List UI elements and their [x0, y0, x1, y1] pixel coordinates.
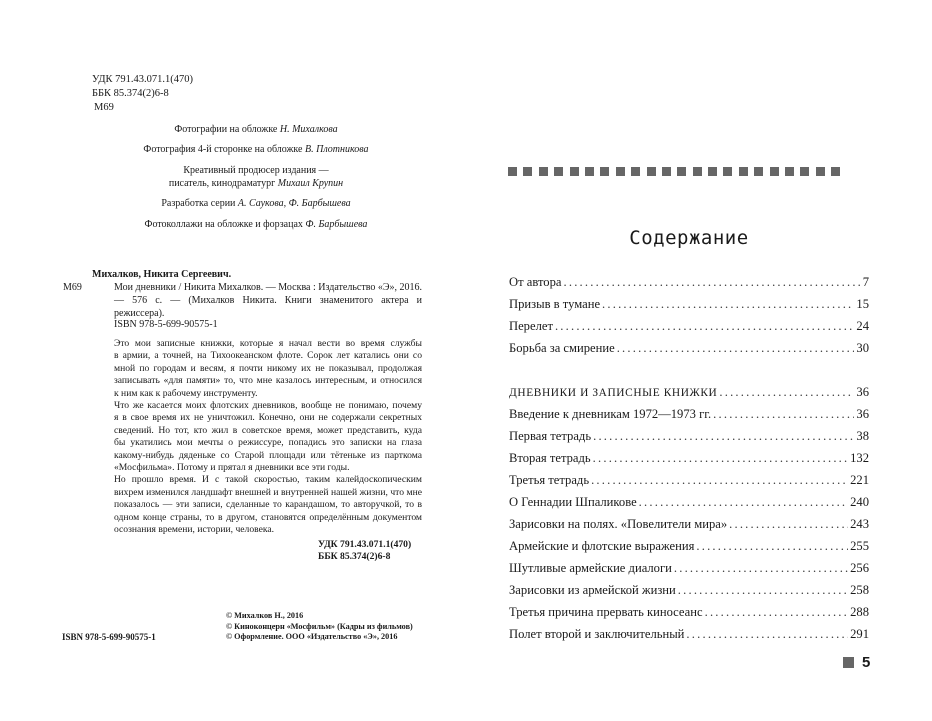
toc-entry: Борьба за смирение ..... 30 [509, 341, 869, 356]
annotation-paragraph: Но прошло время. И с такой скоростью, таким калейдоскопическим вихрем изменился ландшафт внешней и внутренней нашей жизни, что мне показалось — эти записи, сделанные то карандашом, то авторучкой, то в одном конце страны, то в другом, становятся определённым документом осознания времени, истории, человека. [114, 474, 422, 536]
annotation-paragraph: Это мои записные книжки, которые я начал вести во время службы в армии, а точней, на Тихоокеанском флоте. Сорок лет катались они со мной по городам и весям, я почти никому их не показывал, продолжая записывать «для памяти» то, что мне казалось интересным, и относился к ним как к рабочему инструменту. [114, 338, 422, 399]
toc-entry: Полет второй и заключительный ..... 291 [509, 627, 869, 642]
toc-entry: Первая тетрадь ..... 38 [509, 429, 869, 444]
toc-entry: Призыв в тумане ..... 15 [509, 297, 869, 312]
credit-collages: Фотоколлажи на обложке и форзацах Ф. Барбышева [144, 219, 368, 230]
decorative-square-row [508, 167, 840, 176]
bib-author: Михалков, Никита Сергеевич. [92, 269, 232, 280]
square-bullet-icon [843, 657, 854, 668]
toc-entry: Зарисовки на полях. «Повелители мира» ..... 243 [509, 517, 869, 532]
udk-code: УДК 791.43.071.1(470) [92, 74, 194, 85]
toc-entry: Армейские и флотские выражения ..... 255 [509, 539, 869, 554]
contents-title: Содержание [629, 227, 749, 249]
credit-series-design: Разработка серии А. Саукова, Ф. Барбышева [161, 198, 351, 209]
toc-entry: Третья тетрадь ..... 221 [509, 473, 869, 488]
classification-codes [92, 73, 193, 115]
page-number: 5 [862, 654, 871, 671]
author-mark: М69 [94, 102, 114, 113]
bib-author-mark: М69 [63, 282, 82, 293]
toc-entry: От автора ..... 7 [509, 275, 869, 290]
credit-back-photo: Фотография 4-й сторонке на обложке В. Плотникова [143, 144, 369, 155]
toc-section-heading: ДНЕВНИКИ И ЗАПИСНЫЕ КНИЖКИ ..... 36 [509, 385, 869, 400]
isbn-bottom: ISBN 978-5-699-90575-1 [62, 632, 156, 642]
bib-description: Мои дневники / Никита Михалков. — Москва : Издательство «Э», 2016. — 576 с. — (Михалков Никита. Книги знаменитого актера и режиссера). [114, 282, 422, 319]
toc-entry: Перелет ..... 24 [509, 319, 869, 334]
isbn-line: ISBN 978-5-699-90575-1 [114, 319, 218, 330]
credit-cover-photo: Фотографии на обложке Н. Михалкова [174, 124, 338, 135]
annotation [92, 338, 422, 537]
toc-entry: Вторая тетрадь ..... 132 [509, 451, 869, 466]
toc-entry: Введение к дневникам 1972—1973 гг. ..... 36 [509, 407, 869, 422]
annotation-paragraph: Что же касается моих флотских дневников, вообще не понимаю, почему я в свое время их не уничтожил. Конечно, они не содержали секретных сведений. Но тот, кто жил в советское время, может представить, куда бы укатились мои мечты о режиссуре, попадись это записки на глаза какому-нибудь дяденьке со Старой площади или тётеньке из парткома «Мосфильма». Потому и прятал я дневники все эти годы. [114, 400, 422, 474]
bibliographic-record [63, 268, 422, 320]
toc-entry: О Геннадии Шпаликове ..... 240 [509, 495, 869, 510]
toc-entry: Зарисовки из армейской жизни ..... 258 [509, 583, 869, 598]
toc-entry: Шутливые армейские диалоги ..... 256 [509, 561, 869, 576]
toc-entry: Третья причина прервать киносеанс ..... 288 [509, 605, 869, 620]
classification-codes-bottom: УДК 791.43.071.1(470) ББК 85.374(2)6-8 [318, 539, 412, 562]
copyright-block: © Михалков Н., 2016 © Киноконцерн «Мосфильм» (Кадры из фильмов) © Оформление. ООО «Издательство «Э», 2016 [226, 611, 413, 642]
bbk-code: ББК 85.374(2)6-8 [92, 88, 169, 99]
credit-producer: Креативный продюсер издания — писатель, кинодраматург Михаил Крупин [168, 165, 344, 189]
page-number-marker [843, 654, 870, 671]
